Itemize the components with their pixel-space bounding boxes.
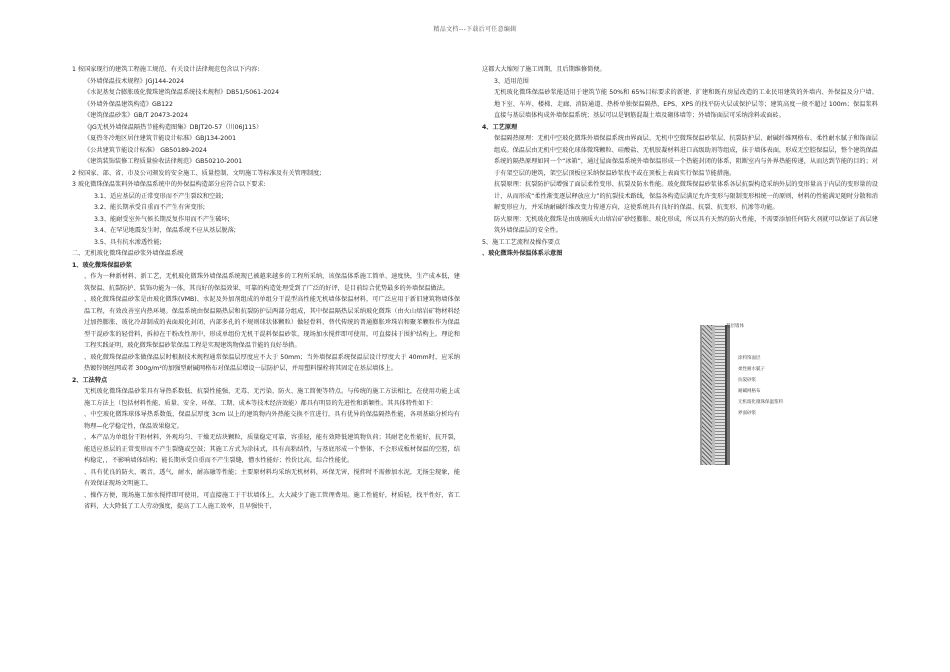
left-text-block: 《建筑装饰装修工程质量验收法律规范》GB50210-2001 (84, 158, 243, 165)
insulation-layer (715, 325, 725, 465)
left-text-block: 、作为一种新材料、新工艺，无机玻化微珠外墙保温系统现已被越来越多的工程所采纳，该保温体系施工简单、速度快，生产成本低，建筑保温、抗裂防护、装饰功能为一体，其良好的保温效果、可靠的构造处理受到了广泛的好评，是目前综合优势最多的外墙保温做法。 (84, 273, 460, 292)
left-text-block: 3.3、能耐受室外气候长期反复作用而不产生破坏; (94, 215, 230, 223)
diagram-label: 抗裂砂浆 (738, 378, 756, 383)
base-wall-layer (702, 325, 712, 465)
diagram-label: 无机玻化微珠保温浆料 (738, 400, 783, 405)
left-text-block: 《建筑保温砂浆》GB/T 20473-2024 (84, 112, 189, 119)
left-text-block: 3.1、适应基层的正常变形而不产生裂纹和空鼓; (94, 192, 224, 200)
left-text-block: 《公共建筑节能设计标准》 GB50189-2024 (84, 146, 207, 154)
page-header: 精品文档---下载后可任意编辑 (433, 26, 517, 33)
right-column (482, 64, 878, 260)
diagram-label: 柔性耐水腻子 (738, 367, 765, 372)
left-text-block: 无机玻化微珠保温砂浆具有导热系数低、抗裂性能强、无毒、无污染、防火、施工简便等特点。与传统的施工方法相比，在使用功能上或施工方法上（包括材料性能、质量、安全、环保、工期、成本等技术经济效能）都具有明显的先进性和新颖性。其具体特性如下： (84, 388, 460, 407)
right-text-block: 3、适用范围 (494, 77, 529, 85)
right-text-block: 5、施工工艺流程及操作要点 (482, 238, 561, 246)
right-text-block: 保温隔热原理：无机中空玻化微珠外墙保温系统由界面层、无机中空微珠保温砂浆层、抗裂防护层、耐碱纤维网格布、柔性耐水腻子和饰面层组成。保温层由无机中空玻化球体微珠颗粒、硅酸盐、无机胶凝材料进口高级助剂等组成，抹于墙体表面，形成无空腔保温层，整个建筑保温系统的隔热原理如同一个“冰箱”，通过屋面保温系统外墙保温形成一个热能封闭的体系，阻断室内与外界热能传递，从而达到节能的目的；对于有架空层的建筑，架空层顶板应采纳保温砂浆找平或在顶板上表面实行保温节能措施。 (494, 135, 878, 177)
left-text-block: 《JG无机外墙保温隔热节能构造图集》DBJT20-57（川06J115） (84, 123, 263, 131)
left-text-block: 、玻化微珠保温砂浆是由玻化微珠(VMB)、水泥及外加剂组成的单组分干混型高性能无机墙体保温材料，可广泛应用于新旧建筑物墙体保温工程，有效改善室内热环境。保温系统由保温隔热层和抗裂防护层两部分组成，其中保温隔热层采纳玻化微珠（由火山熔岩矿物材料经过加热膨胀、玻化冷却制成的表面玻化封闭、内部多孔的不规则球状体颗粒）做轻骨料，替代传统的普通膨胀珍珠岩和聚苯颗粒作为保温型干混砂浆的轻骨料，拆掉在干粉改性剂中，形成单组份无机干混料保温砂浆，现场加水搅拌即可使用，可直接抹于围护结构上。理论和工程实践证明，玻化微珠保温砂浆保温工程是实现建筑物保温节能的良好举措。 (84, 296, 460, 349)
left-text-block: 2、工法特点 (72, 376, 108, 384)
right-text-block: 防火原理：无机玻化微珠是由玻璃质火山熔岩矿砂经膨胀、玻化形成，所以具有天然的防火性能，不需要添加任何防火剂就可以保证了高层建筑外墙保温层的安全性。 (494, 215, 878, 234)
left-text-block: 、操作方便，现场施工加水搅拌即可使用，可直接施工于干状墙体上，大大减少了施工管理费用。施工性能好，材质轻，找平性好，省工省料，大大降低了工人劳动强度，提高了工人施工效率，且早强快干， (84, 491, 460, 510)
left-text-block: 1 按国家现行的建筑工程施工规范、有关设计法律规范包含以下内容: (72, 66, 260, 73)
left-text-block: 《夏热冬冷地区居住建筑节能设计标准》GBJ134-2001 (84, 135, 237, 142)
insulation-system-diagram (640, 324, 783, 465)
left-text-block: 3.4、在罕见地震发生时，保温系统不应从基层脱落; (94, 227, 236, 234)
right-text-block: 这都大大缩短了施工周期，且后期维修简便。 (482, 66, 606, 73)
diagram-label: 界面砂浆 (738, 411, 756, 416)
right-text-block: 4、工艺原理 (482, 123, 518, 131)
left-text-block: 3.2、能长期承受自重而不产生有害变形; (94, 204, 205, 211)
left-column (72, 64, 460, 513)
right-text-block: 抗裂原理：抗裂防护层增强了面层柔性变形、抗裂及防水性能。玻化微珠保温砂浆体系各层抗裂构造采纳外层的变形量高于内层的变形量的设计，从而形成“柔性渐变逐层释放应力”的抗裂技术路线，保温各构造层满足允许变形与限制变形相统一的原则，材料的性能满足随时分散和消解变形应力，并采纳耐碱纤维改变力传递方向，这使系统具有良好的保温、抗裂、抗变形、抗渗等功能。 (494, 181, 878, 211)
left-text-block: 二、无机玻化微珠保温砂浆外墙保温系统 (72, 250, 184, 257)
diagram-label: 耐碱网格布 (738, 389, 761, 394)
finish-layer (727, 325, 730, 465)
left-text-block: 、中空玻化微珠球体导热系数低，保温层厚度 3cm 以上的建筑物内外热能交换不宜进行，具有优异的保温隔热性能，各项基础分析均有物理—化学稳定性，保温效果稳定。 (84, 411, 460, 430)
diagram-label: 基层墙体 (726, 324, 744, 329)
diagram-label: 涂料饰面层 (738, 356, 761, 361)
right-text-block: 、玻化微珠外保温体系示意图 (482, 250, 563, 257)
left-text-block: 1、玻化微珠保温砂浆 (72, 261, 132, 269)
right-text-block: 无机玻化微珠保温砂浆能适用于建筑节能 50%和 65%目标要求的新建、扩建和既有房屋改造的工业民用建筑的外墙内、外保温及分户墙、地下室、车库、楼梯、走廊、消防通道、热桥单独保温隔热、EPS、XPS 的找平防火层或保护层等；建筑高度一般不超过 100m；保温浆料直接与基层墙体构成外墙保温系统；基层可以是钢筋混凝土墙及砌体墙等；外墙饰面层可采纳涂料或面砖。 (494, 89, 878, 119)
left-text-block: 、具有优良的防火，吸音，透气，耐水，耐冻融等性能；主要原材料均采纳无机材料，环保无害，搅拌时不需掺加水泥，无扬尘现象，能有效保证现场文明施工。 (84, 468, 460, 487)
left-text-block: 《外墙保温技术规程》JGJ144-2024 (84, 77, 185, 85)
left-text-block: 《外墙外保温建筑构造》GB122 (84, 100, 173, 108)
left-text-block: 3.5、具有抗水渗透性能; (94, 238, 162, 246)
left-text-block: 《水泥基复合膨胀玻化微珠建筑保温系统技术规程》DB51/5061-2024 (84, 89, 280, 96)
left-text-block: 3 玻化微珠保温浆料外墙保温系统中的外保温构造部分应符合以下要求: (72, 181, 266, 188)
left-text-block: 、玻化微珠保温砂浆做保温层时根据技术规程通常保温层厚度应不大于 50mm；当外墙保温系统保温层设计厚度大于 40mm时，应采纳热镀锌钢丝网或者 300g/m²的加强型耐碱网格布对保温层增设一层防护层，并用塑料锚栓将其固定在基层墙体上。 (84, 353, 460, 372)
left-text-block: 、本产品为单组份干粉材料，外观均匀、干燥无结块颗粒，质量稳定可靠，容重轻，能有效降低建筑物负荷；其耐老化性能好，抗开裂，能适应基层的正常变形而不产生裂缝或空鼓；其施工方式为涂抹式，具有高粘结性，与基底形成一个整体，不会形成板材保温的空腔，结构稳定，，不影响墙体结构；能长期承受自重而不产生裂缝，憎水性能好；性价比高，综合性能优。 (84, 434, 460, 464)
left-text-block: 2 按国家、部、省、市及公司颁发的安全施工、质量控制、文明施工等标准及有关管理制度; (72, 169, 322, 177)
